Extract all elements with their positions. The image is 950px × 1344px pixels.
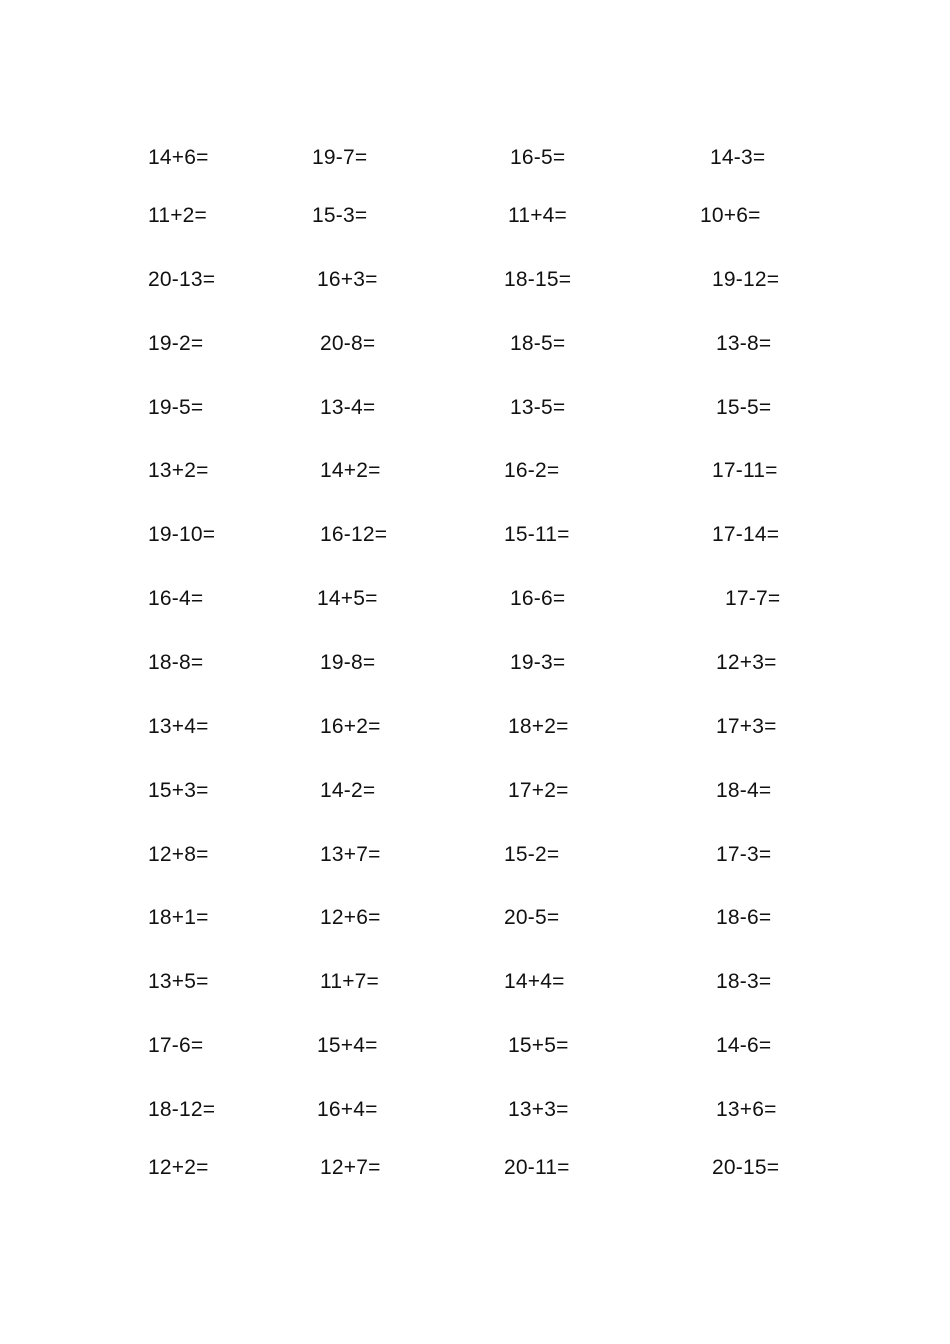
math-problem: 16-4=	[148, 587, 204, 610]
math-problem: 16+4=	[317, 1098, 378, 1121]
math-problem: 12+8=	[148, 843, 209, 866]
math-problem: 15+3=	[148, 779, 209, 802]
math-problem: 17+3=	[716, 715, 777, 738]
math-problem: 17-11=	[712, 459, 778, 482]
math-problem: 16-2=	[504, 459, 560, 482]
math-problem: 11+2=	[148, 204, 208, 227]
math-problem: 13+6=	[716, 1098, 777, 1121]
math-problem: 17-7=	[725, 587, 781, 610]
math-problem: 19-2=	[148, 332, 204, 355]
math-problem: 14+4=	[504, 970, 565, 993]
math-problem: 20-13=	[148, 268, 216, 291]
math-problem: 15-11=	[504, 523, 570, 546]
math-problem: 15-3=	[312, 204, 368, 227]
math-problem: 16+2=	[320, 715, 381, 738]
math-problem: 13-8=	[716, 332, 772, 355]
math-problem: 19-8=	[320, 651, 376, 674]
math-problem: 18-8=	[148, 651, 204, 674]
math-problem: 17-3=	[716, 843, 772, 866]
math-problem: 14-2=	[320, 779, 376, 802]
math-problem: 16-5=	[510, 146, 566, 169]
math-problem: 11+7=	[320, 970, 380, 993]
math-problem: 13-4=	[320, 396, 376, 419]
math-problem: 10+6=	[700, 204, 761, 227]
math-problem: 14-6=	[716, 1034, 772, 1057]
math-problem: 19-7=	[312, 146, 368, 169]
math-problem: 19-10=	[148, 523, 216, 546]
math-problem: 15-5=	[716, 396, 772, 419]
math-problem: 20-5=	[504, 906, 560, 929]
math-problem: 18-5=	[510, 332, 566, 355]
math-problem: 13+3=	[508, 1098, 569, 1121]
math-problem: 14-3=	[710, 146, 766, 169]
math-problem: 14+6=	[148, 146, 209, 169]
math-problem: 18+1=	[148, 906, 209, 929]
math-problem: 13+2=	[148, 459, 209, 482]
math-problem: 12+3=	[716, 651, 777, 674]
math-problem: 19-12=	[712, 268, 780, 291]
math-problem: 17+2=	[508, 779, 569, 802]
math-problem: 17-6=	[148, 1034, 204, 1057]
math-problem: 17-14=	[712, 523, 780, 546]
math-problem: 20-15=	[712, 1156, 780, 1179]
math-problem: 12+2=	[148, 1156, 209, 1179]
math-problem: 18-6=	[716, 906, 772, 929]
math-problem: 18-3=	[716, 970, 772, 993]
math-problem: 16-6=	[510, 587, 566, 610]
math-problem: 18+2=	[508, 715, 569, 738]
math-problem: 15+5=	[508, 1034, 569, 1057]
math-problem: 12+6=	[320, 906, 381, 929]
math-problem: 19-5=	[148, 396, 204, 419]
math-problem: 18-12=	[148, 1098, 216, 1121]
math-problem: 20-11=	[504, 1156, 570, 1179]
math-problem: 13+4=	[148, 715, 209, 738]
math-problem: 19-3=	[510, 651, 566, 674]
math-problem: 18-4=	[716, 779, 772, 802]
math-problem: 14+5=	[317, 587, 378, 610]
math-problem: 14+2=	[320, 459, 381, 482]
math-problem: 12+7=	[320, 1156, 381, 1179]
math-problem: 13+7=	[320, 843, 381, 866]
math-problem: 15-2=	[504, 843, 560, 866]
math-problem: 18-15=	[504, 268, 572, 291]
math-problem: 20-8=	[320, 332, 376, 355]
math-problem: 16+3=	[317, 268, 378, 291]
math-problem: 16-12=	[320, 523, 388, 546]
math-problem: 15+4=	[317, 1034, 378, 1057]
math-problem: 11+4=	[508, 204, 568, 227]
math-problem: 13-5=	[510, 396, 566, 419]
math-problem: 13+5=	[148, 970, 209, 993]
